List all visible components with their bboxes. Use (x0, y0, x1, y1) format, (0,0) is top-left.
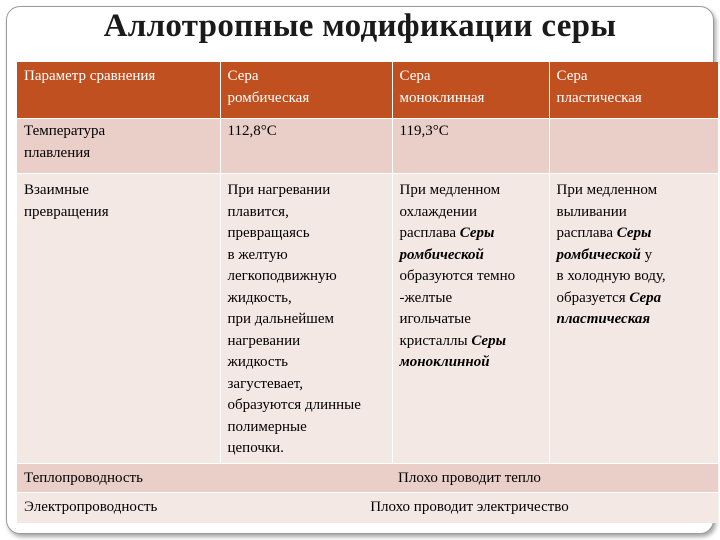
table-row-melting (17, 119, 718, 174)
melting-rhombic: 112,8°С (220, 119, 392, 174)
header-plastic: Сера пластическая (549, 62, 718, 119)
table-row-transitions (17, 174, 718, 464)
melting-plastic (549, 119, 718, 174)
header-param: Параметр сравнения (17, 62, 220, 119)
melting-monoclinic: 119,3°С (392, 119, 549, 174)
transitions-rhombic: При нагревании плавится, превращаясь в желтую легкоподвижную жидкость, при дальнейшем нагревании жидкость загустевает, образуются длинные полимерные цепочки. (220, 174, 392, 464)
transitions-monoclinic: При медленном охлаждении расплава Серы ромбической образуются темно -желтые игольчатые кристаллы Серы моноклинной (392, 174, 549, 464)
comparison-table (17, 62, 719, 523)
table-row-electrical (17, 493, 718, 524)
electrical-label: Электропроводность (17, 493, 220, 524)
table-header-row (17, 62, 718, 119)
header-monoclinic: Сера моноклинная (392, 62, 549, 119)
header-rhombic: Сера ромбическая (220, 62, 392, 119)
transitions-plastic: При медленном выливании расплава Серы ромбической у в холодную воду, образуется Сера пластическая (549, 174, 718, 464)
transitions-label: Взаимные превращения (17, 174, 220, 464)
thermal-label: Теплопроводность (17, 464, 220, 493)
slide-title: Аллотропные модификации серы (103, 8, 617, 44)
thermal-value: Плохо проводит тепло (220, 464, 718, 493)
table-row-thermal (17, 464, 718, 493)
melting-label: Температура плавления (17, 119, 220, 174)
electrical-value: Плохо проводит электричество (220, 493, 718, 524)
